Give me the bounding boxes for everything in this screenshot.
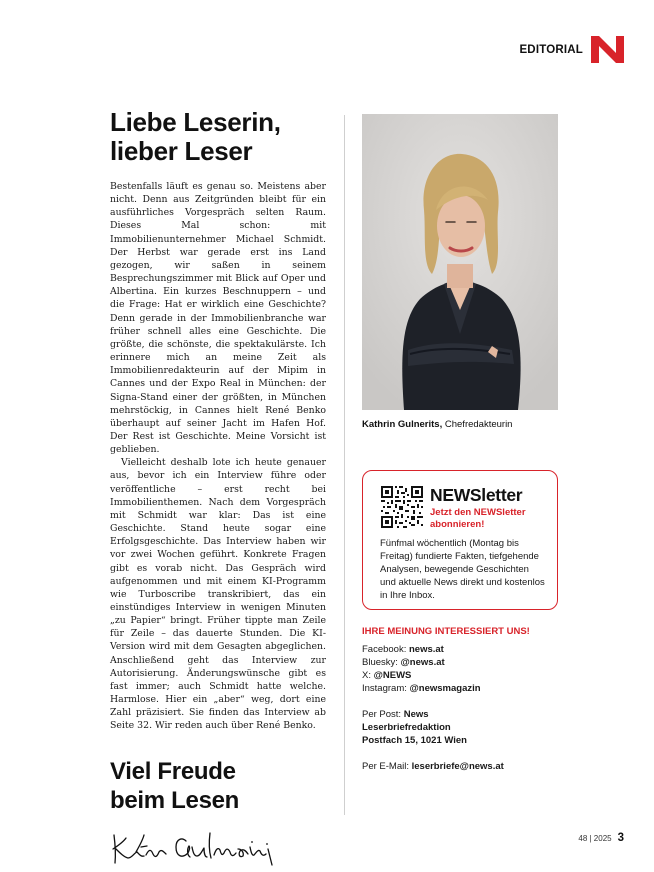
post-label: Per Post: [362,708,404,720]
bluesky-handle[interactable]: @news.at [400,656,445,668]
instagram-label: Instagram: [362,682,410,694]
portrait-photo [362,114,558,410]
caption-name: Kathrin Gulnerits, [362,419,443,430]
bluesky-contact [362,656,558,669]
editorial-column [110,108,326,869]
headline-line-1: Liebe Leserin, [110,107,281,137]
closing-greeting [110,757,326,815]
newsletter-description: Fünfmal wöchentlich (Montag bis Freitag) fundierte Fakten, tiefgehende Analysen, bewegende Geschichten und aktuelle News direkt und kostenlos in Ihre Inbox. [380,538,545,601]
feedback-heading: IHRE MEINUNG INTERESSIERT UNS! [362,626,530,637]
caption-role: Chefredakteurin [442,419,513,430]
post-name: News [403,708,429,720]
closing-line-1: Viel Freude [110,757,236,785]
reader-feedback [362,626,558,773]
page-header [519,36,624,63]
portrait-illustration [362,114,558,410]
social-contacts [362,643,558,695]
issue-number: 48 | 2025 [578,834,612,843]
closing-line-2: beim Lesen [110,786,240,814]
x-label: X: [362,669,374,681]
instagram-handle[interactable]: @newsmagazin [409,682,481,694]
sidebar-column [362,114,558,773]
facebook-contact [362,643,558,656]
headline-line-2: lieber Leser [110,136,253,166]
x-handle[interactable]: @NEWS [373,669,412,681]
page-footer [578,832,624,844]
bluesky-label: Bluesky: [362,656,401,668]
column-divider [344,115,345,815]
x-contact [362,669,558,682]
qr-code-icon[interactable] [380,485,424,529]
editorial-body [110,180,326,733]
page-number: 3 [617,832,624,844]
section-label: EDITORIAL [519,43,583,56]
email-label: Per E-Mail: [362,760,412,772]
newsletter-subscribe-link[interactable]: Jetzt den NEWSletter abonnieren! [430,507,526,530]
email-contact [362,760,558,773]
news-n-logo-icon [591,36,624,63]
email-address-link[interactable]: leserbriefe@news.at [411,760,504,772]
post-address: Postfach 15, 1021 Wien [362,734,467,746]
photo-caption [362,419,558,430]
newsletter-promo[interactable] [362,470,558,610]
post-department: Leserbriefredaktion [362,721,451,733]
editorial-paragraph-2: Vielleicht deshalb lote ich heute genauer aus, bevor ich ein Interview führe oder veröffentliche – erst recht bei Immobilienthemen. Nach dem Vorgespräch mit Schmidt war klar: Das ist eine Geschichte. Stand heute sogar eine Erfolgsgeschichte. Das Interview haben wir vor zwei Wochen geführt. Konkrete Fragen gibt es vorab nicht. Das Gespräch wird aufgenommen und mit einem KI-Programm wie Turboscribe transkribiert, das ein einstündiges Interview in wenigen Minuten „zu Papier“ bringt. Früher tippte man Zeile für Zeile – das dauerte Stunden. Die KI-Version wird mit dem Gesagten abgeglichen. Anschließend geht das Interview zur Autorisierung. Änderungswünsche gibt es fast immer; auch Schmidt hatte welche. Harmlose. Hier ein „aber“ weg, dort eine Zahl präzisiert. Sie finden das Interview ab Seite 32. Wir reden auch über René Benko. [110,457,326,732]
facebook-handle[interactable]: news.at [409,643,444,655]
headline [110,108,326,166]
handwritten-signature-icon [110,827,280,869]
postal-contact [362,708,558,747]
instagram-contact [362,682,558,695]
newsletter-title: NEWSletter [430,485,523,505]
facebook-label: Facebook: [362,643,409,655]
editorial-paragraph-1: Bestenfalls läuft es genau so. Meistens aber nicht. Denn aus Zeitgründen bleibt für ein ausführliches Vorgespräch selten Raum. Dieses Mal schon: mit Immobilienunternehmer Michael Schmidt. Der Herbst war gerade erst ins Land gezogen, wir saßen in seinem Besprechungszimmer mit Blick auf Oper und Albertina. Ein kurzes Beschnuppern – und die Frage: Hat er wirklich eine Geschichte? Denn gerade in der Immobilienbranche war früher schnell alles eine Geschichte. Die größte, die schönste, die spektakulärste. Ich erinnere mich an meine Zeit als Immobilienredakteurin auf der Mipim in Cannes und der Expo Real in München: der Signa-Stand einer der größten, in München mehrstöckig, in Cannes hielt René Benko überhaupt auf seiner Jacht im Hafen Hof. Der Rest ist Geschichte. Meine Vorsicht ist geblieben. [110,181,326,456]
